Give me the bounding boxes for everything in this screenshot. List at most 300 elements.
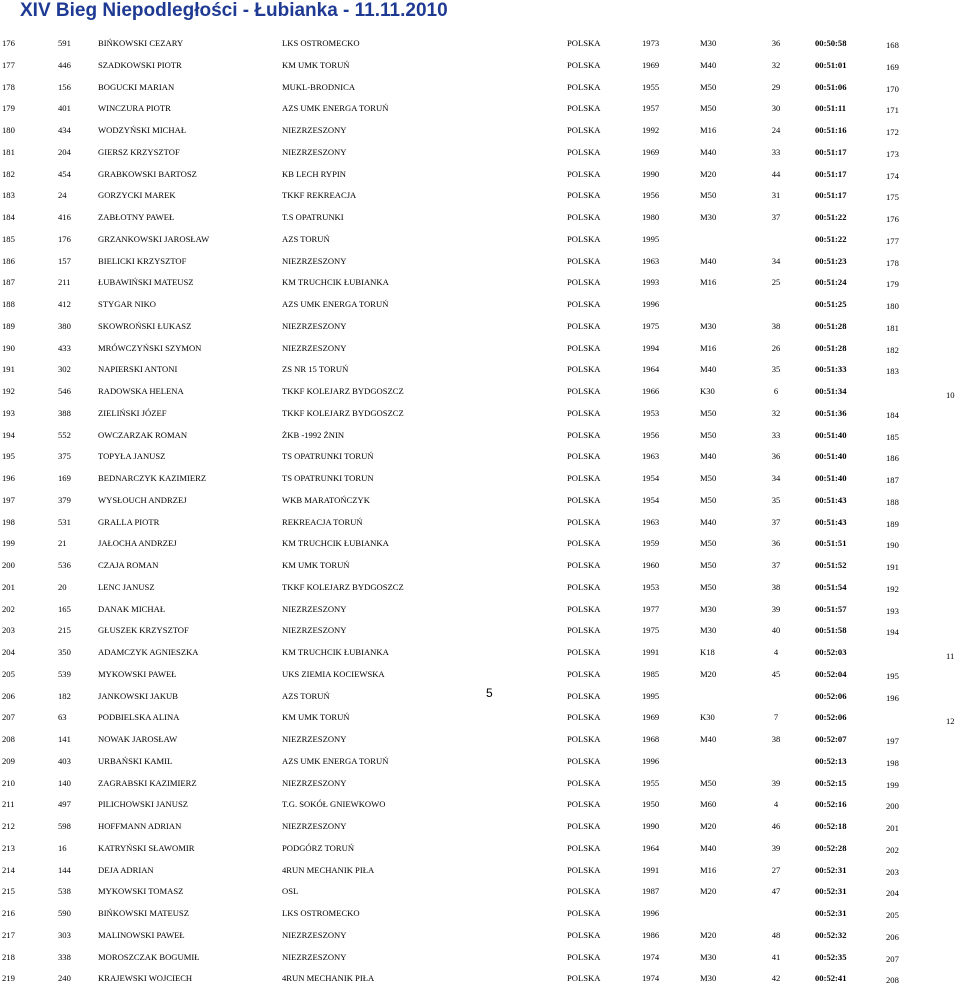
cell-place: 213	[2, 842, 15, 853]
cell-club: NIEZRZESZONY	[282, 125, 347, 135]
cell-year: 1955	[642, 81, 660, 92]
cell-club: AZS UMK ENERGA TORUŃ	[282, 299, 389, 309]
cell-time: 00:52:13	[815, 755, 847, 766]
cell-country: POLSKA	[567, 299, 601, 309]
cell-place: 200	[2, 560, 15, 570]
cell-place: 210	[2, 777, 15, 788]
cell-place: 203	[2, 625, 15, 636]
cell-category: M50	[700, 81, 717, 92]
cell-time: 00:52:31	[815, 908, 847, 918]
cell-club: OSL	[282, 886, 299, 897]
cell-category-place: 35	[771, 364, 781, 375]
cell-bib: 375	[58, 451, 71, 462]
cell-name: DANAK MICHAŁ	[98, 603, 166, 614]
cell-category: M30	[700, 320, 717, 331]
cell-club: LKS OSTROMECKO	[282, 908, 360, 918]
table-row	[0, 836, 960, 858]
cell-place: 201	[2, 581, 15, 592]
cell-category-place: 36	[771, 538, 781, 549]
cell-place-men: 186	[886, 453, 899, 464]
cell-country: POLSKA	[567, 407, 601, 418]
cell-category-place: 35	[771, 494, 781, 505]
cell-category: M40	[700, 59, 717, 70]
cell-category: K18	[700, 647, 715, 657]
cell-category-place: 25	[771, 277, 781, 288]
cell-country: POLSKA	[567, 386, 601, 396]
cell-time: 00:52:07	[815, 734, 847, 744]
cell-club: NIEZRZESZONY	[282, 625, 347, 636]
table-row	[0, 749, 960, 771]
cell-category-place: 46	[771, 821, 781, 831]
cell-club: AZS TORUŃ	[282, 690, 330, 701]
cell-bib: 401	[58, 103, 71, 114]
cell-name: BIŃKOWSKI CEZARY	[98, 38, 184, 48]
cell-club: AZS UMK ENERGA TORUŃ	[282, 755, 389, 766]
cell-place: 202	[2, 603, 15, 614]
cell-place: 181	[2, 146, 15, 157]
cell-time: 00:51:11	[815, 103, 847, 114]
cell-category: M50	[700, 190, 717, 201]
cell-country: POLSKA	[567, 516, 601, 527]
cell-category: M50	[700, 538, 717, 549]
cell-name: ZIELIŃSKI JÓZEF	[98, 407, 167, 418]
table-row	[0, 314, 960, 336]
cell-country: POLSKA	[567, 146, 601, 157]
cell-name: BIŃKOWSKI MATEUSZ	[98, 908, 189, 918]
cell-category: M50	[700, 407, 717, 418]
cell-category: M50	[700, 560, 717, 570]
table-row	[0, 488, 960, 510]
cell-place: 219	[2, 973, 15, 984]
cell-country: POLSKA	[567, 908, 601, 918]
cell-country: POLSKA	[567, 473, 601, 483]
cell-year: 1990	[642, 168, 660, 179]
cell-name: MYKOWSKI PAWEŁ	[98, 668, 177, 679]
table-row	[0, 727, 960, 749]
cell-club: TKKF KOLEJARZ BYDGOSZCZ	[282, 386, 404, 396]
cell-place-men: 193	[886, 605, 899, 616]
cell-country: POLSKA	[567, 103, 601, 114]
cell-bib: 379	[58, 494, 71, 505]
cell-country: POLSKA	[567, 842, 601, 853]
cell-category-place: 7	[773, 712, 779, 723]
cell-country: POLSKA	[567, 625, 601, 636]
cell-bib: 182	[58, 690, 71, 701]
cell-place: 211	[2, 799, 15, 810]
cell-place-men: 202	[886, 844, 899, 855]
cell-place: 198	[2, 516, 15, 527]
cell-place-men: 191	[886, 562, 899, 572]
cell-place: 216	[2, 908, 15, 918]
cell-time: 00:52:18	[815, 821, 847, 831]
cell-country: POLSKA	[567, 929, 601, 940]
table-row	[0, 597, 960, 619]
cell-time: 00:51:25	[815, 299, 847, 309]
cell-category-place: 29	[771, 81, 781, 92]
cell-year: 1963	[642, 451, 660, 462]
cell-place: 180	[2, 125, 15, 135]
cell-bib: 303	[58, 929, 71, 940]
cell-club: WKB MARATOŃCZYK	[282, 494, 370, 505]
cell-year: 1956	[642, 429, 660, 440]
cell-time: 00:51:17	[815, 190, 847, 201]
cell-country: POLSKA	[567, 342, 601, 353]
cell-country: POLSKA	[567, 429, 601, 440]
cell-year: 1954	[642, 473, 660, 483]
cell-club: TS OPATRUNKI TORUN	[282, 473, 374, 483]
table-row	[0, 575, 960, 597]
cell-club: AZS UMK ENERGA TORUŃ	[282, 103, 389, 114]
cell-category: M16	[700, 864, 717, 875]
cell-name: ZAGRABSKI KAZIMIERZ	[98, 777, 197, 788]
cell-name: NOWAK JAROSŁAW	[98, 734, 178, 744]
cell-category-place: 44	[771, 168, 781, 179]
cell-name: DEJA ADRIAN	[98, 864, 154, 875]
cell-place: 194	[2, 429, 15, 440]
cell-place-men: 177	[886, 235, 899, 246]
cell-time: 00:51:17	[815, 168, 847, 179]
cell-place-women: 11	[946, 651, 955, 661]
cell-club: TS OPATRUNKI TORUŃ	[282, 451, 374, 462]
cell-year: 1975	[642, 625, 660, 636]
cell-year: 1995	[642, 233, 660, 244]
cell-place: 177	[2, 59, 15, 70]
cell-place: 214	[2, 864, 15, 875]
cell-category: M40	[700, 255, 717, 266]
cell-place: 217	[2, 929, 15, 940]
cell-name: BOGUCKI MARIAN	[98, 81, 175, 92]
cell-year: 1957	[642, 103, 660, 114]
cell-category-place: 38	[771, 320, 781, 331]
cell-bib: 433	[58, 342, 71, 353]
cell-year: 1996	[642, 755, 660, 766]
cell-club: T.S OPATRUNKI	[282, 212, 344, 222]
cell-bib: 538	[58, 886, 71, 897]
cell-bib: 412	[58, 299, 71, 309]
cell-bib: 176	[58, 233, 71, 244]
cell-club: LKS OSTROMECKO	[282, 38, 360, 48]
cell-name: BIELICKI KRZYSZTOF	[98, 255, 187, 266]
page-number: 5	[486, 686, 493, 700]
table-row	[0, 879, 960, 901]
cell-place-men: 195	[886, 670, 899, 681]
cell-club: MUKL-BRODNICA	[282, 81, 356, 92]
cell-place: 185	[2, 233, 15, 244]
cell-name: MYKOWSKI TOMASZ	[98, 886, 184, 897]
table-row	[0, 423, 960, 445]
cell-category-place: 4	[773, 647, 779, 657]
cell-place: 206	[2, 690, 15, 701]
table-row	[0, 401, 960, 423]
cell-year: 1995	[642, 690, 660, 701]
cell-club: NIEZRZESZONY	[282, 320, 347, 331]
cell-place: 188	[2, 299, 15, 309]
cell-club: T.G. SOKÓŁ GNIEWKOWO	[282, 799, 386, 810]
cell-bib: 157	[58, 255, 71, 266]
table-row	[0, 966, 960, 988]
cell-year: 1954	[642, 494, 660, 505]
cell-year: 1974	[642, 973, 660, 984]
cell-year: 1969	[642, 59, 660, 70]
cell-bib: 144	[58, 864, 71, 875]
cell-country: POLSKA	[567, 712, 601, 723]
cell-category: M20	[700, 929, 717, 940]
cell-category-place: 37	[771, 212, 781, 222]
cell-country: POLSKA	[567, 603, 601, 614]
cell-place-men: 178	[886, 257, 899, 268]
cell-bib: 165	[58, 603, 71, 614]
cell-category-place: 6	[773, 386, 779, 396]
cell-year: 1953	[642, 581, 660, 592]
cell-category: M50	[700, 103, 717, 114]
table-row	[0, 357, 960, 379]
cell-club: NIEZRZESZONY	[282, 603, 347, 614]
cell-club: KB LECH RYPIN	[282, 168, 346, 179]
cell-country: POLSKA	[567, 494, 601, 505]
cell-name: RADOWSKA HELENA	[98, 386, 184, 396]
cell-place-men: 184	[886, 409, 899, 420]
cell-name: WODZYŃSKI MICHAŁ	[98, 125, 187, 135]
cell-category-place: 39	[771, 842, 781, 853]
cell-bib: 591	[58, 38, 71, 48]
cell-category-place: 27	[771, 864, 781, 875]
cell-time: 00:52:04	[815, 668, 847, 679]
cell-category-place: 36	[771, 38, 781, 48]
cell-place-men: 173	[886, 148, 899, 159]
cell-name: MALINOWSKI PAWEŁ	[98, 929, 185, 940]
cell-category-place: 24	[771, 125, 781, 135]
cell-year: 1963	[642, 516, 660, 527]
cell-country: POLSKA	[567, 364, 601, 375]
cell-bib: 24	[58, 190, 67, 201]
cell-year: 1960	[642, 560, 660, 570]
cell-place: 209	[2, 755, 15, 766]
cell-name: GORZYCKI MAREK	[98, 190, 176, 201]
cell-category-place: 33	[771, 429, 781, 440]
table-row	[0, 444, 960, 466]
cell-time: 00:51:16	[815, 125, 847, 135]
cell-place-men: 172	[886, 127, 899, 137]
cell-time: 00:52:15	[815, 777, 847, 788]
cell-year: 1955	[642, 777, 660, 788]
cell-name: JANKOWSKI JAKUB	[98, 690, 178, 701]
cell-bib: 388	[58, 407, 71, 418]
cell-place: 208	[2, 734, 15, 744]
cell-place-men: 200	[886, 801, 899, 812]
cell-name: PILICHOWSKI JANUSZ	[98, 799, 188, 810]
cell-bib: 156	[58, 81, 71, 92]
cell-time: 00:51:51	[815, 538, 847, 549]
cell-name: KRAJEWSKI WOJCIECH	[98, 973, 193, 984]
cell-time: 00:51:40	[815, 429, 847, 440]
table-row	[0, 684, 960, 706]
cell-year: 1969	[642, 146, 660, 157]
cell-time: 00:52:06	[815, 712, 847, 723]
cell-country: POLSKA	[567, 647, 601, 657]
cell-category-place: 39	[771, 777, 781, 788]
cell-year: 1996	[642, 908, 660, 918]
cell-time: 00:51:40	[815, 451, 847, 462]
cell-place: 176	[2, 38, 15, 48]
table-row	[0, 75, 960, 97]
cell-place-men: 197	[886, 736, 899, 746]
cell-time: 00:51:54	[815, 581, 847, 592]
table-row	[0, 183, 960, 205]
cell-name: SZADKOWSKI PIOTR	[98, 59, 182, 70]
cell-place-men: 194	[886, 627, 899, 638]
cell-time: 00:52:31	[815, 864, 847, 875]
cell-year: 1980	[642, 212, 660, 222]
cell-name: GŁUSZEK KRZYSZTOF	[98, 625, 189, 636]
cell-club: NIEZRZESZONY	[282, 734, 347, 744]
cell-category-place: 34	[771, 255, 781, 266]
cell-club: ZS NR 15 TORUŃ	[282, 364, 349, 375]
cell-country: POLSKA	[567, 777, 601, 788]
cell-club: NIEZRZESZONY	[282, 777, 347, 788]
table-row	[0, 705, 960, 727]
cell-year: 1975	[642, 320, 660, 331]
cell-place-men: 174	[886, 170, 899, 181]
table-row	[0, 205, 960, 227]
cell-club: 4RUN MECHANIK PIŁA	[282, 864, 375, 875]
cell-year: 1956	[642, 190, 660, 201]
cell-name: TOPYŁA JANUSZ	[98, 451, 166, 462]
cell-year: 1966	[642, 386, 660, 396]
cell-country: POLSKA	[567, 560, 601, 570]
cell-category: M16	[700, 342, 717, 353]
cell-category-place: 36	[771, 451, 781, 462]
table-row	[0, 945, 960, 967]
cell-club: KM UMK TORUŃ	[282, 59, 350, 70]
cell-category: M20	[700, 886, 717, 897]
cell-time: 00:51:28	[815, 320, 847, 331]
cell-country: POLSKA	[567, 212, 601, 222]
cell-category: M30	[700, 212, 717, 222]
table-row	[0, 466, 960, 488]
cell-bib: 552	[58, 429, 71, 440]
cell-category-place: 47	[771, 886, 781, 897]
cell-place: 184	[2, 212, 15, 222]
cell-bib: 598	[58, 821, 71, 831]
cell-category-place: 41	[771, 951, 781, 962]
cell-place-men: 207	[886, 953, 899, 964]
cell-time: 00:51:43	[815, 516, 847, 527]
table-row	[0, 901, 960, 923]
cell-place-men: 203	[886, 866, 899, 877]
cell-time: 00:51:23	[815, 255, 847, 266]
cell-category-place: 33	[771, 146, 781, 157]
cell-time: 00:51:01	[815, 59, 847, 70]
cell-name: NAPIERSKI ANTONI	[98, 364, 178, 375]
results-table	[0, 31, 960, 988]
cell-country: POLSKA	[567, 951, 601, 962]
cell-club: NIEZRZESZONY	[282, 342, 347, 353]
cell-year: 1964	[642, 364, 660, 375]
cell-year: 1959	[642, 538, 660, 549]
cell-category: M50	[700, 777, 717, 788]
cell-country: POLSKA	[567, 690, 601, 701]
cell-country: POLSKA	[567, 233, 601, 244]
cell-country: POLSKA	[567, 668, 601, 679]
cell-place: 207	[2, 712, 15, 723]
cell-time: 00:51:22	[815, 233, 847, 244]
table-row	[0, 227, 960, 249]
cell-name: GRZANKOWSKI JAROSŁAW	[98, 233, 210, 244]
cell-place: 215	[2, 886, 15, 897]
cell-place: 189	[2, 320, 15, 331]
cell-place: 197	[2, 494, 15, 505]
cell-time: 00:52:06	[815, 690, 847, 701]
cell-name: GIERSZ KRZYSZTOF	[98, 146, 180, 157]
cell-category: M50	[700, 473, 717, 483]
cell-club: TKKF KOLEJARZ BYDGOSZCZ	[282, 407, 404, 418]
cell-year: 1963	[642, 255, 660, 266]
cell-place: 212	[2, 821, 15, 831]
cell-place-men: 176	[886, 214, 899, 224]
cell-time: 00:51:22	[815, 212, 847, 222]
cell-place: 190	[2, 342, 15, 353]
cell-place-men: 208	[886, 975, 899, 986]
cell-place: 218	[2, 951, 15, 962]
cell-category-place: 30	[771, 103, 781, 114]
cell-place: 183	[2, 190, 15, 201]
cell-category-place: 39	[771, 603, 781, 614]
cell-bib: 211	[58, 277, 71, 288]
cell-club: REKREACJA TORUŃ	[282, 516, 363, 527]
cell-category: M40	[700, 451, 717, 462]
cell-category-place: 34	[771, 473, 781, 483]
cell-time: 00:51:43	[815, 494, 847, 505]
cell-year: 1994	[642, 342, 660, 353]
cell-bib: 302	[58, 364, 71, 375]
cell-name: WINCZURA PIOTR	[98, 103, 171, 114]
cell-year: 1950	[642, 799, 660, 810]
cell-year: 1991	[642, 864, 660, 875]
table-row	[0, 771, 960, 793]
cell-country: POLSKA	[567, 168, 601, 179]
cell-country: POLSKA	[567, 755, 601, 766]
table-row	[0, 379, 960, 401]
cell-country: POLSKA	[567, 734, 601, 744]
cell-time: 00:52:28	[815, 842, 847, 853]
cell-country: POLSKA	[567, 255, 601, 266]
cell-category: M60	[700, 799, 717, 810]
cell-category-place: 4	[773, 799, 779, 810]
cell-category: M50	[700, 581, 717, 592]
cell-place-men: 171	[886, 105, 899, 116]
cell-club: NIEZRZESZONY	[282, 146, 347, 157]
cell-place-men: 189	[886, 518, 899, 529]
cell-bib: 240	[58, 973, 71, 984]
cell-name: GRALLA PIOTR	[98, 516, 160, 527]
table-row	[0, 140, 960, 162]
cell-club: UKS ZIEMIA KOCIEWSKA	[282, 668, 385, 679]
cell-time: 00:51:58	[815, 625, 847, 636]
cell-place-men: 183	[886, 366, 899, 377]
cell-category: M20	[700, 821, 717, 831]
cell-category-place: 45	[771, 668, 781, 679]
cell-country: POLSKA	[567, 38, 601, 48]
cell-place: 193	[2, 407, 15, 418]
cell-place: 205	[2, 668, 15, 679]
cell-place-men: 190	[886, 540, 899, 551]
cell-category: K30	[700, 712, 715, 723]
cell-place-men: 170	[886, 83, 899, 94]
cell-bib: 20	[58, 581, 67, 592]
cell-name: CZAJA ROMAN	[98, 560, 159, 570]
table-row	[0, 336, 960, 358]
cell-category: M16	[700, 125, 717, 135]
